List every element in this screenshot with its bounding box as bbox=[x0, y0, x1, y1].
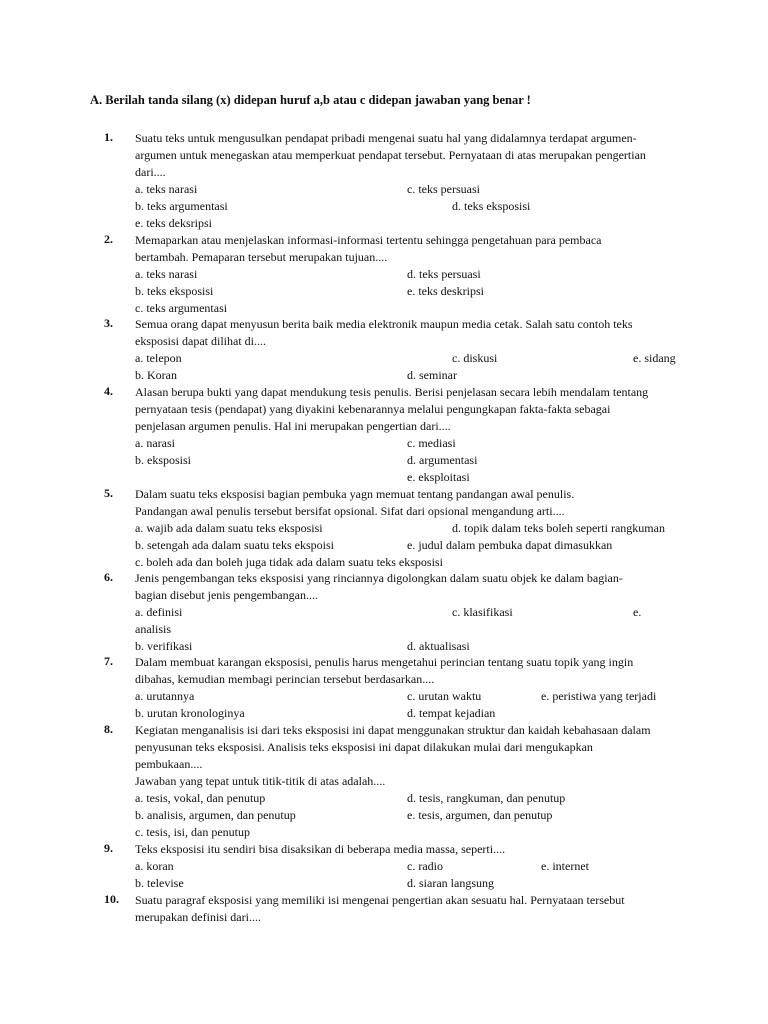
answer-option[interactable]: d. argumentasi bbox=[407, 453, 478, 467]
question-text-line: penyusunan teks eksposisi. Analisis teks eksposisi ini dapat dilakukan mulai dari mengukapkan bbox=[135, 740, 593, 754]
answer-option[interactable]: a. tesis, vokal, dan penutup bbox=[135, 791, 266, 805]
question-number: 8. bbox=[104, 722, 113, 736]
answer-option[interactable]: b. verifikasi bbox=[135, 639, 193, 653]
question-text-line: penjelasan argumen penulis. Hal ini merupakan pengertian dari.... bbox=[135, 419, 451, 433]
question-text-line: Semua orang dapat menyusun berita baik media elektronik maupun media cetak. Salah satu contoh teks bbox=[135, 317, 633, 331]
question-text-line: bagian disebut jenis pengembangan.... bbox=[135, 588, 318, 602]
answer-option[interactable]: d. topik dalam teks boleh seperti rangkuman bbox=[452, 521, 665, 535]
answer-option[interactable]: c. diskusi bbox=[452, 351, 498, 365]
answer-option[interactable]: a. teks narasi bbox=[135, 182, 198, 196]
answer-option[interactable]: analisis bbox=[135, 622, 171, 636]
question-text-line: Teks eksposisi itu sendiri bisa disaksikan di beberapa media massa, seperti.... bbox=[135, 842, 506, 856]
question-number: 2. bbox=[104, 232, 113, 246]
question-text-line: pernyataan tesis (pendapat) yang diyakini kebenarannya melalui pengungkapan fakta-fakta sebagai bbox=[135, 402, 611, 416]
answer-option[interactable]: b. urutan kronologinya bbox=[135, 706, 245, 720]
answer-option[interactable]: a. narasi bbox=[135, 436, 175, 450]
question-text-line: bertambah. Pemaparan tersebut merupakan tujuan.... bbox=[135, 250, 388, 264]
question-text-line: Dalam suatu teks eksposisi bagian pembuka yagn memuat tentang pandangan awal penulis. bbox=[135, 487, 575, 501]
question-text-line: eksposisi dapat dilihat di.... bbox=[135, 334, 266, 348]
question-text-line: Jawaban yang tepat untuk titik-titik di atas adalah.... bbox=[135, 774, 386, 788]
answer-option[interactable]: a. telepon bbox=[135, 351, 182, 365]
answer-option[interactable]: a. teks narasi bbox=[135, 267, 198, 281]
section-heading: A. Berilah tanda silang (x) didepan huruf a,b atau c didepan jawaban yang benar ! bbox=[90, 93, 531, 107]
answer-option[interactable]: b. teks eksposisi bbox=[135, 284, 214, 298]
answer-option[interactable]: e. bbox=[633, 605, 642, 619]
answer-option[interactable]: c. klasifikasi bbox=[452, 605, 513, 619]
answer-option[interactable]: d. teks persuasi bbox=[407, 267, 481, 281]
answer-option[interactable]: e. tesis, argumen, dan penutup bbox=[407, 808, 553, 822]
question-text-line: Alasan berupa bukti yang dapat mendukung tesis penulis. Berisi penjelasan secara lebih mendalam tentang bbox=[135, 385, 649, 399]
answer-option[interactable]: e. peristiwa yang terjadi bbox=[541, 689, 657, 703]
answer-option[interactable]: e. eksploitasi bbox=[407, 470, 470, 484]
question-number: 4. bbox=[104, 384, 113, 398]
answer-option[interactable]: e. sidang bbox=[633, 351, 676, 365]
question-text-line: Suatu teks untuk mengusulkan pendapat pribadi mengenai suatu hal yang didalamnya terdapat argumen- bbox=[135, 131, 637, 145]
answer-option[interactable]: b. analisis, argumen, dan penutup bbox=[135, 808, 296, 822]
answer-option[interactable]: c. teks argumentasi bbox=[135, 301, 228, 315]
question-number: 1. bbox=[104, 130, 113, 144]
question-text-line: dibahas, kemudian membagi perincian tersebut berdasarkan.... bbox=[135, 672, 435, 686]
answer-option[interactable]: b. televise bbox=[135, 876, 184, 890]
question-number: 7. bbox=[104, 654, 113, 668]
answer-option[interactable]: b. setengah ada dalam suatu teks ekspoisi bbox=[135, 538, 334, 552]
answer-option[interactable]: c. urutan waktu bbox=[407, 689, 482, 703]
answer-option[interactable]: c. radio bbox=[407, 859, 443, 873]
question-text-line: dari.... bbox=[135, 165, 166, 179]
question-text-line: Kegiatan menganalisis isi dari teks eksposisi ini dapat menggunakan struktur dan kaidah kebahasaan dalam bbox=[135, 723, 651, 737]
answer-option[interactable]: b. Koran bbox=[135, 368, 177, 382]
answer-option[interactable]: d. siaran langsung bbox=[407, 876, 494, 890]
answer-option[interactable]: e. teks deksripsi bbox=[135, 216, 212, 230]
question-text-line: Jenis pengembangan teks eksposisi yang rinciannya digolongkan dalam suatu objek ke dalam bagian- bbox=[135, 571, 623, 585]
question-text-line: argumen untuk menegaskan atau memperkuat pendapat tersebut. Pernyataan di atas merupakan pengertian bbox=[135, 148, 646, 162]
answer-option[interactable]: d. aktualisasi bbox=[407, 639, 470, 653]
answer-option[interactable]: c. teks persuasi bbox=[407, 182, 480, 196]
question-number: 6. bbox=[104, 570, 113, 584]
answer-option[interactable]: c. boleh ada dan boleh juga tidak ada dalam suatu teks eksposisi bbox=[135, 555, 443, 569]
answer-option[interactable]: b. teks argumentasi bbox=[135, 199, 228, 213]
question-number: 10. bbox=[104, 892, 119, 906]
question-text-line: Suatu paragraf eksposisi yang memiliki isi mengenai pengertian akan sesuatu hal. Pernyataan tersebut bbox=[135, 893, 625, 907]
question-text-line: Dalam membuat karangan eksposisi, penulis harus mengetahui perincian tentang suatu topik yang ingin bbox=[135, 655, 634, 669]
answer-option[interactable]: e. internet bbox=[541, 859, 589, 873]
question-number: 3. bbox=[104, 316, 113, 330]
answer-option[interactable]: e. judul dalam pembuka dapat dimasukkan bbox=[407, 538, 613, 552]
question-number: 9. bbox=[104, 841, 113, 855]
question-number: 5. bbox=[104, 486, 113, 500]
answer-option[interactable]: d. tesis, rangkuman, dan penutup bbox=[407, 791, 566, 805]
answer-option[interactable]: a. definisi bbox=[135, 605, 183, 619]
answer-option[interactable]: e. teks deskripsi bbox=[407, 284, 484, 298]
answer-option[interactable]: d. seminar bbox=[407, 368, 457, 382]
answer-option[interactable]: a. wajib ada dalam suatu teks eksposisi bbox=[135, 521, 323, 535]
answer-option[interactable]: b. eksposisi bbox=[135, 453, 192, 467]
answer-option[interactable]: a. urutannya bbox=[135, 689, 195, 703]
answer-option[interactable]: a. koran bbox=[135, 859, 174, 873]
answer-option[interactable]: d. teks eksposisi bbox=[452, 199, 531, 213]
question-text-line: Memaparkan atau menjelaskan informasi-informasi tertentu sehingga pengetahuan para pembaca bbox=[135, 233, 602, 247]
answer-option[interactable]: c. tesis, isi, dan penutup bbox=[135, 825, 250, 839]
answer-option[interactable]: d. tempat kejadian bbox=[407, 706, 496, 720]
question-text-line: Pandangan awal penulis tersebut bersifat opsional. Sifat dari opsional mengandung arti.... bbox=[135, 504, 565, 518]
answer-option[interactable]: c. mediasi bbox=[407, 436, 456, 450]
question-text-line: pembukaan.... bbox=[135, 757, 203, 771]
question-text-line: merupakan definisi dari.... bbox=[135, 910, 261, 924]
